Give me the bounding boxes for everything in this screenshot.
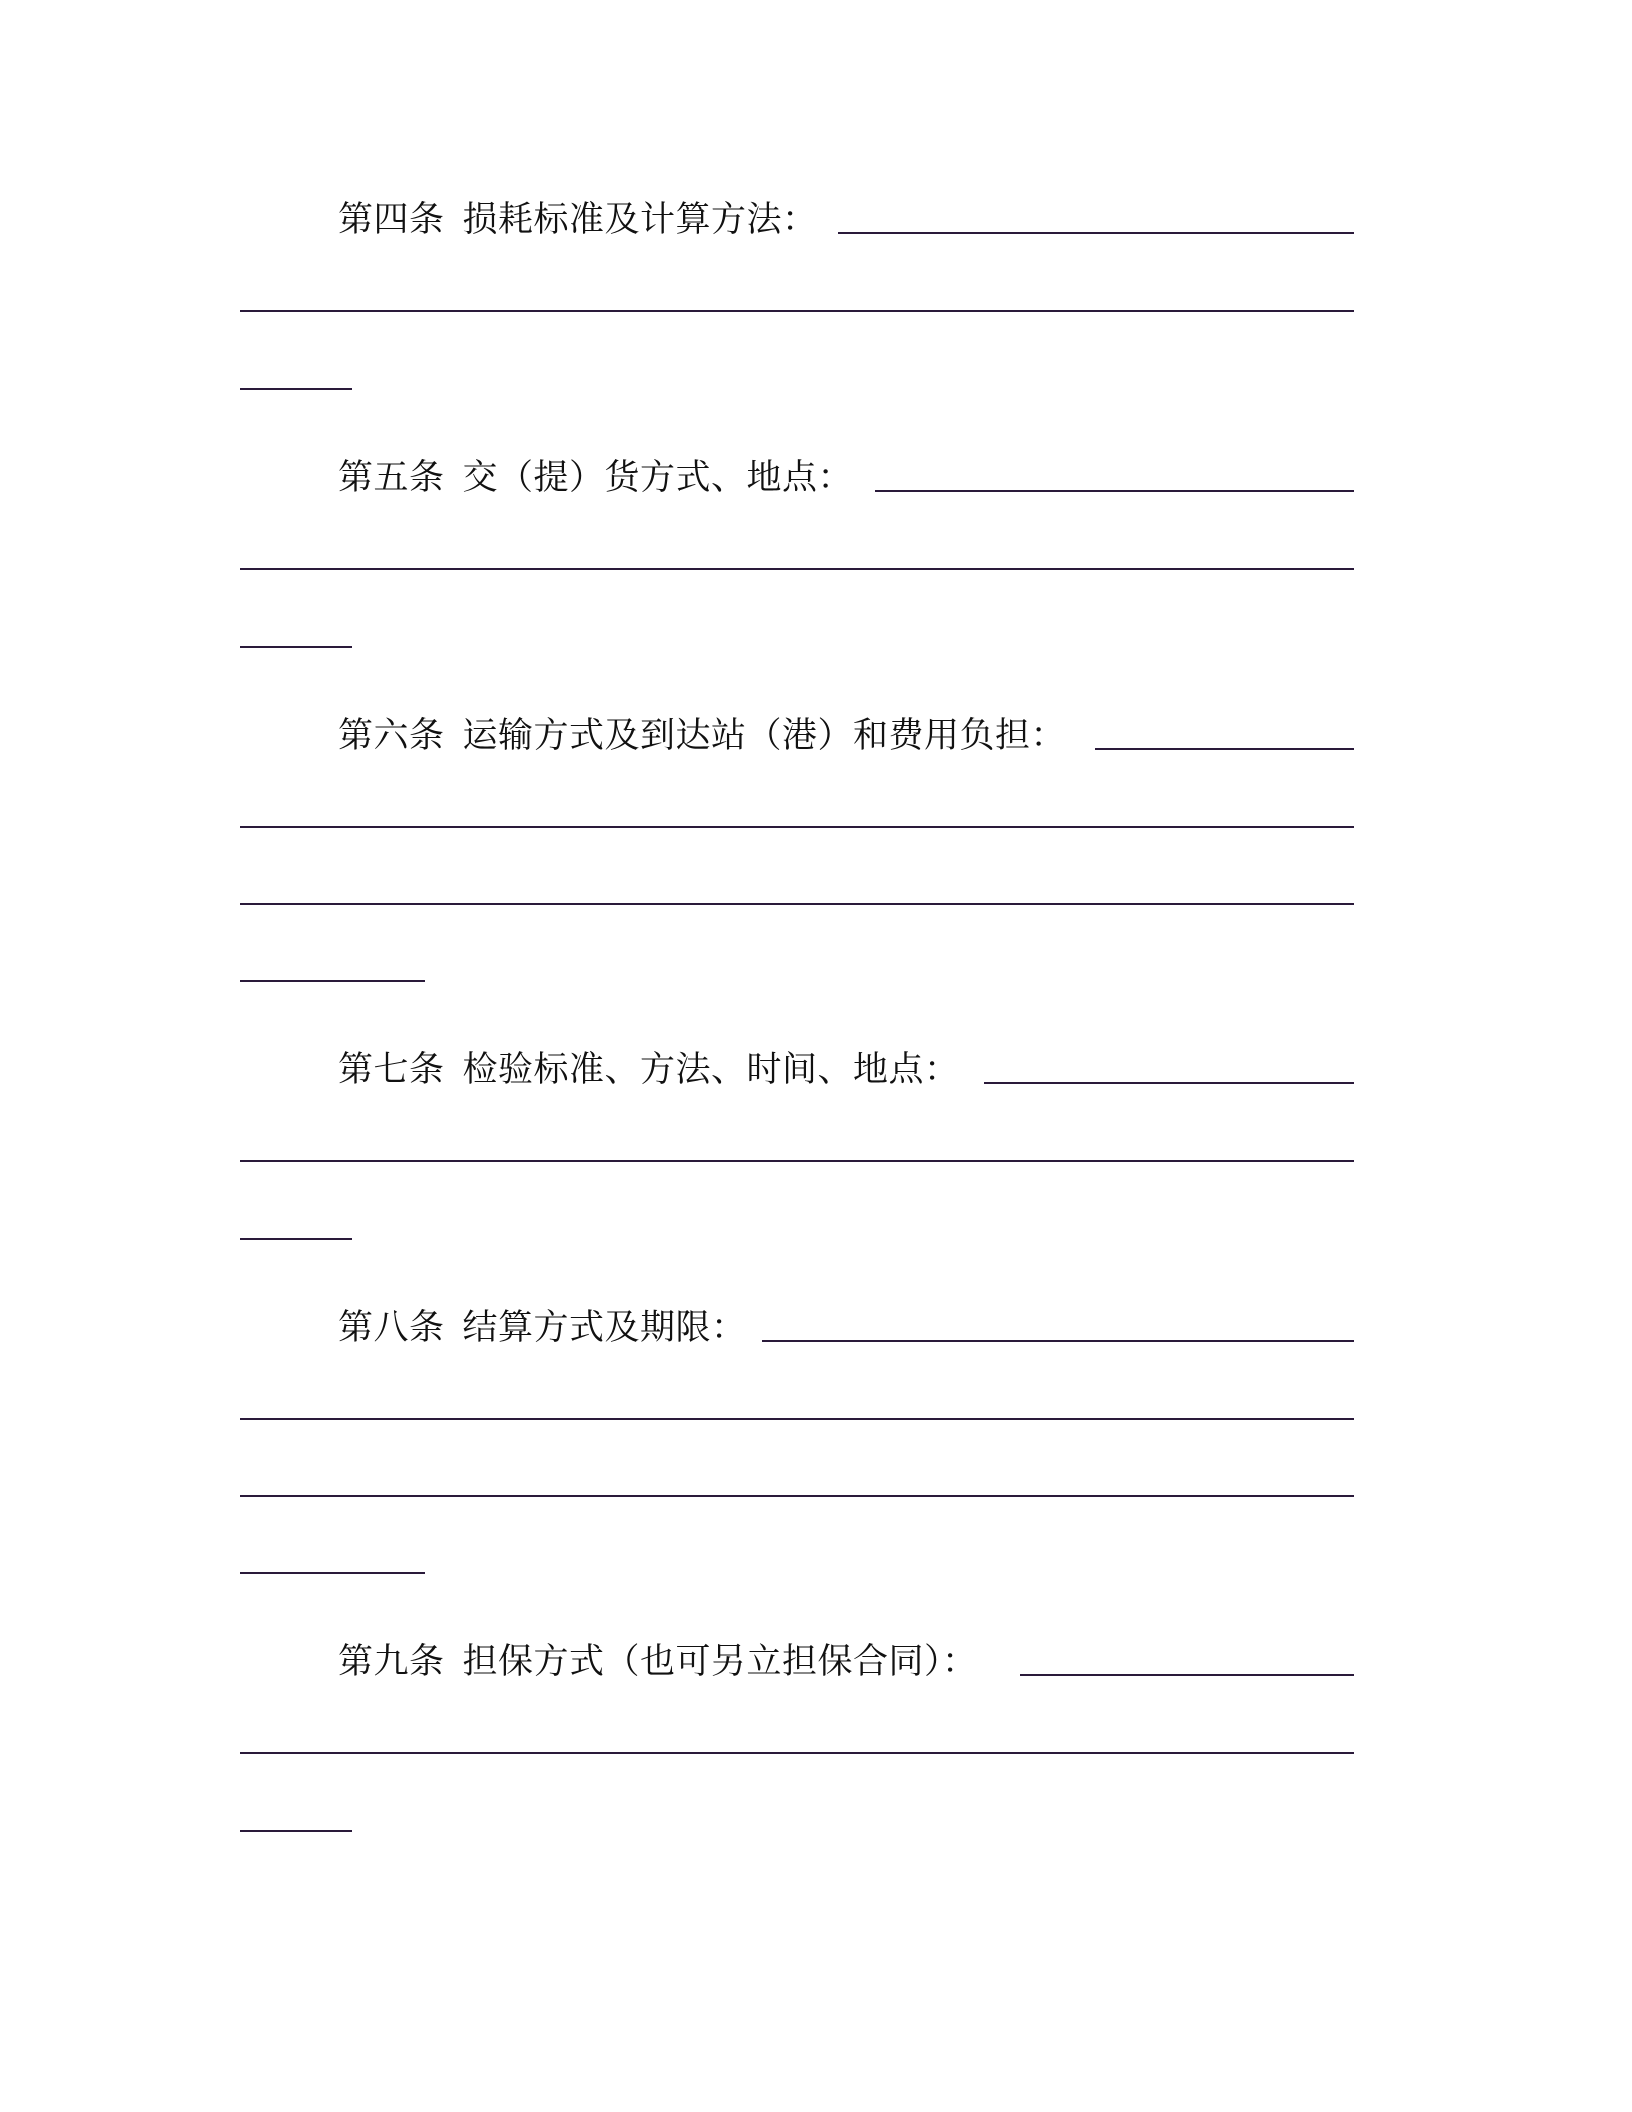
clause-number: 第九条 [338,1642,445,1682]
clause-heading [338,1040,960,1092]
blank-line [838,232,1354,234]
clause-heading [338,448,853,500]
clause-title: 担保方式（也可另立担保合同）： [462,1642,978,1682]
clause-number: 第八条 [338,1308,445,1348]
clause-title: 运输方式及到达站（港）和费用负担： [462,716,1067,756]
blank-line [240,388,352,390]
blank-line [240,1238,352,1240]
clause-title: 损耗标准及计算方法： [462,200,818,240]
blank-line [1095,748,1354,750]
clause-number: 第六条 [338,716,445,756]
blank-line [240,1572,425,1574]
blank-line [240,1830,352,1832]
blank-line [240,826,1354,828]
blank-line [240,1752,1354,1754]
blank-line [240,980,425,982]
clause-heading [338,1298,747,1350]
clause-number: 第四条 [338,200,445,240]
blank-line [240,568,1354,570]
blank-line [984,1082,1354,1084]
blank-line [1020,1674,1354,1676]
clause-heading [338,706,1066,758]
clause-title: 结算方式及期限： [462,1308,747,1348]
blank-line [240,1495,1354,1497]
clause-heading [338,1632,978,1684]
clause-title: 检验标准、方法、时间、地点： [462,1050,960,1090]
blank-line [240,1160,1354,1162]
clause-number: 第五条 [338,458,445,498]
blank-line [240,903,1354,905]
clause-heading [338,190,818,242]
blank-line [240,1418,1354,1420]
blank-line [762,1340,1354,1342]
blank-line [240,646,352,648]
clause-number: 第七条 [338,1050,445,1090]
blank-line [875,490,1354,492]
clause-title: 交（提）货方式、地点： [462,458,854,498]
blank-line [240,310,1354,312]
